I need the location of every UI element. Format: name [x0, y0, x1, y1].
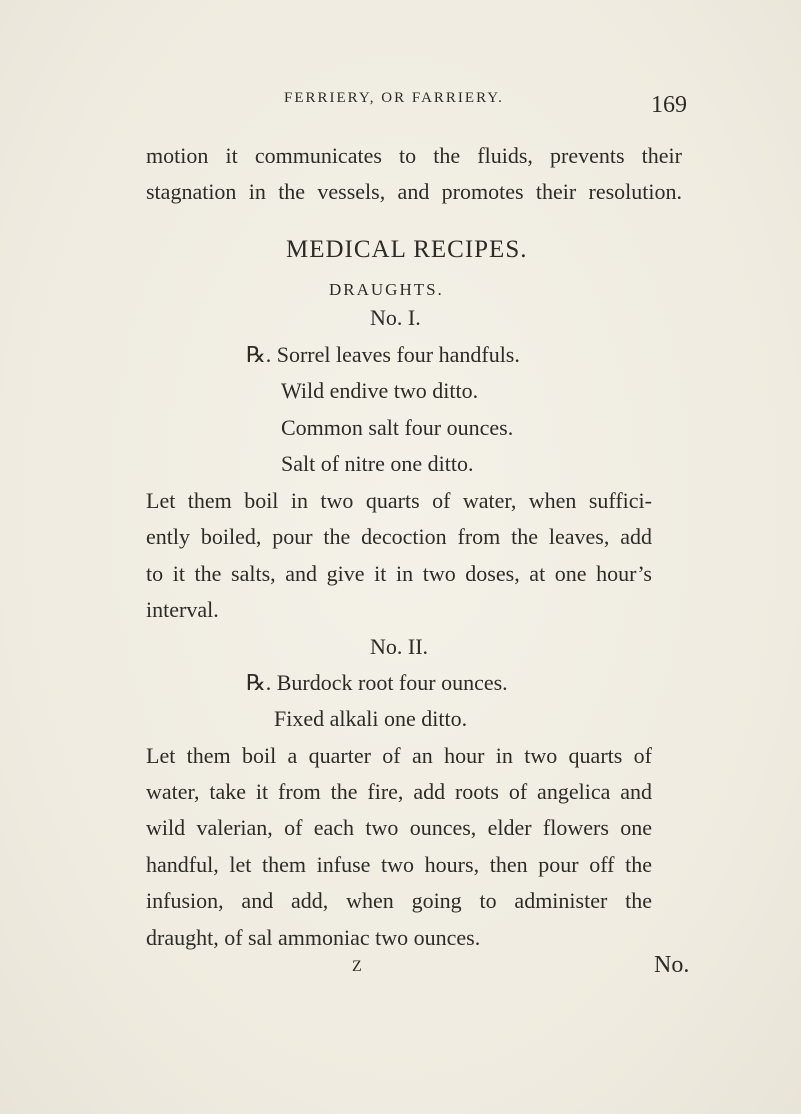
running-header: FERRIERY, OR FARRIERY. — [284, 90, 504, 106]
recipe-line: Fixed alkali one ditto. — [274, 706, 468, 731]
text-line: handful, let them infuse two hours, then pour off the — [146, 852, 652, 877]
text-line: ently boiled, pour the decoction from the leaves, add — [146, 524, 652, 549]
text-line: motion it communicates to the fluids, prevents their — [146, 143, 682, 168]
text-line: interval. — [146, 597, 219, 622]
text-line: draught, of sal ammoniac two ounces. — [146, 925, 481, 950]
text-line: infusion, and add, when going to administer the — [146, 888, 652, 913]
text-line: stagnation in the vessels, and promotes their resolution. — [146, 179, 682, 204]
catchword: No. — [654, 952, 690, 978]
recipe-line: ℞. Sorrel leaves four handfuls. — [246, 342, 520, 367]
text-line: to it the salts, and give it in two doses, at one hour’s — [146, 561, 652, 586]
recipe-line: Salt of nitre one ditto. — [281, 451, 474, 476]
recipe-line: ℞. Burdock root four ounces. — [246, 670, 508, 695]
text-line: Let them boil a quarter of an hour in two quarts of — [146, 743, 652, 768]
text-line: water, take it from the fire, add roots of angelica and — [146, 779, 652, 804]
recipe-line: Wild endive two ditto. — [281, 378, 479, 403]
recipe-number: No. II. — [370, 634, 429, 659]
section-title: MEDICAL RECIPES. — [286, 236, 528, 263]
text-line: wild valerian, of each two ounces, elder flowers one — [146, 815, 652, 840]
text-line: Let them boil in two quarts of water, when suffici- — [146, 488, 652, 513]
signature-mark: Z — [352, 958, 362, 975]
page-number: 169 — [651, 92, 687, 118]
section-subtitle: DRAUGHTS. — [329, 280, 444, 299]
recipe-line: Common salt four ounces. — [281, 415, 514, 440]
recipe-number: No. I. — [370, 305, 421, 330]
